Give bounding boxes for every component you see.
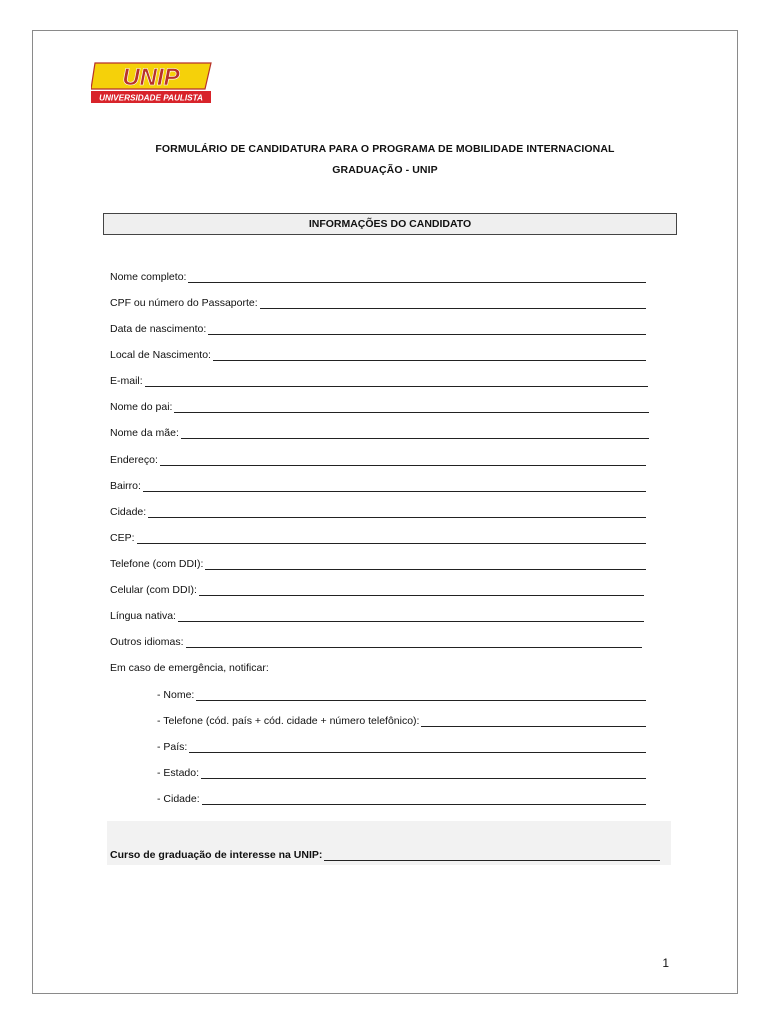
emergency-heading-label: Em caso de emergência, notificar: — [110, 662, 269, 674]
field-label: Data de nascimento: — [110, 323, 207, 335]
field-emergencia-cidade[interactable] — [157, 791, 646, 805]
emergency-heading — [110, 660, 510, 674]
field-telefone[interactable] — [110, 556, 646, 570]
input-line[interactable] — [160, 455, 646, 466]
field-label: - Cidade: — [157, 793, 200, 805]
field-celular[interactable] — [110, 582, 644, 596]
field-nome-pai[interactable] — [110, 399, 649, 413]
field-label: Telefone (com DDI): — [110, 558, 204, 570]
field-label: Nome da mãe: — [110, 427, 179, 439]
unip-logo — [91, 61, 216, 105]
form-title-line2: GRADUAÇÃO - UNIP — [332, 164, 438, 176]
input-line[interactable] — [178, 611, 644, 622]
field-label: Curso de graduação de interesse na UNIP: — [110, 849, 323, 861]
field-label: Endereço: — [110, 454, 158, 466]
field-data-nascimento[interactable] — [110, 321, 646, 335]
input-line[interactable] — [213, 350, 646, 361]
document-page — [32, 30, 738, 994]
field-bairro[interactable] — [110, 478, 646, 492]
field-nome-completo[interactable] — [110, 269, 646, 283]
section-heading-label: INFORMAÇÕES DO CANDIDATO — [308, 218, 472, 230]
input-line[interactable] — [186, 637, 642, 648]
field-label: E-mail: — [110, 375, 143, 387]
field-lingua-nativa[interactable] — [110, 608, 644, 622]
logo-subtitle: UNIVERSIDADE PAULISTA — [99, 93, 203, 103]
field-label: - Telefone (cód. país + cód. cidade + número telefônico): — [157, 715, 420, 727]
field-curso-graduacao[interactable] — [110, 847, 660, 861]
field-label: - País: — [157, 741, 188, 753]
field-emergencia-nome[interactable] — [157, 687, 646, 701]
input-line[interactable] — [145, 376, 648, 387]
field-local-nascimento[interactable] — [110, 347, 646, 361]
field-nome-mae[interactable] — [110, 425, 649, 439]
input-line[interactable] — [181, 428, 649, 439]
field-endereco[interactable] — [110, 452, 646, 466]
field-emergencia-telefone[interactable] — [157, 713, 646, 727]
page-number: 1 — [662, 956, 669, 970]
input-line[interactable] — [148, 507, 646, 518]
field-label: Local de Nascimento: — [110, 349, 211, 361]
input-line[interactable] — [196, 690, 646, 701]
field-emergencia-estado[interactable] — [157, 765, 646, 779]
input-line[interactable] — [143, 481, 646, 492]
field-label: - Nome: — [157, 689, 195, 701]
input-line[interactable] — [324, 850, 660, 861]
input-line[interactable] — [199, 585, 644, 596]
field-email[interactable] — [110, 373, 648, 387]
input-line[interactable] — [189, 742, 646, 753]
field-label: Língua nativa: — [110, 610, 176, 622]
field-label: Cidade: — [110, 506, 147, 518]
field-emergencia-pais[interactable] — [157, 739, 646, 753]
field-label: CEP: — [110, 532, 135, 544]
form-title-line1: FORMULÁRIO DE CANDIDATURA PARA O PROGRAMA DE MOBILIDADE INTERNACIONAL — [155, 143, 615, 155]
section-heading — [103, 213, 677, 235]
input-line[interactable] — [188, 272, 646, 283]
field-label: - Estado: — [157, 767, 200, 779]
input-line[interactable] — [421, 716, 646, 727]
input-line[interactable] — [174, 402, 649, 413]
input-line[interactable] — [208, 324, 646, 335]
field-label: Bairro: — [110, 480, 141, 492]
field-label: Nome do pai: — [110, 401, 173, 413]
input-line[interactable] — [260, 298, 646, 309]
field-label: Nome completo: — [110, 271, 187, 283]
field-cep[interactable] — [110, 530, 646, 544]
input-line[interactable] — [201, 768, 646, 779]
field-label: Outros idiomas: — [110, 636, 184, 648]
field-label: CPF ou número do Passaporte: — [110, 297, 258, 309]
input-line[interactable] — [137, 533, 646, 544]
logo-text: UNIP — [122, 64, 180, 91]
field-cpf-passaporte[interactable] — [110, 295, 646, 309]
input-line[interactable] — [202, 794, 646, 805]
field-outros-idiomas[interactable] — [110, 634, 642, 648]
field-label: Celular (com DDI): — [110, 584, 197, 596]
input-line[interactable] — [205, 559, 646, 570]
field-cidade[interactable] — [110, 504, 646, 518]
